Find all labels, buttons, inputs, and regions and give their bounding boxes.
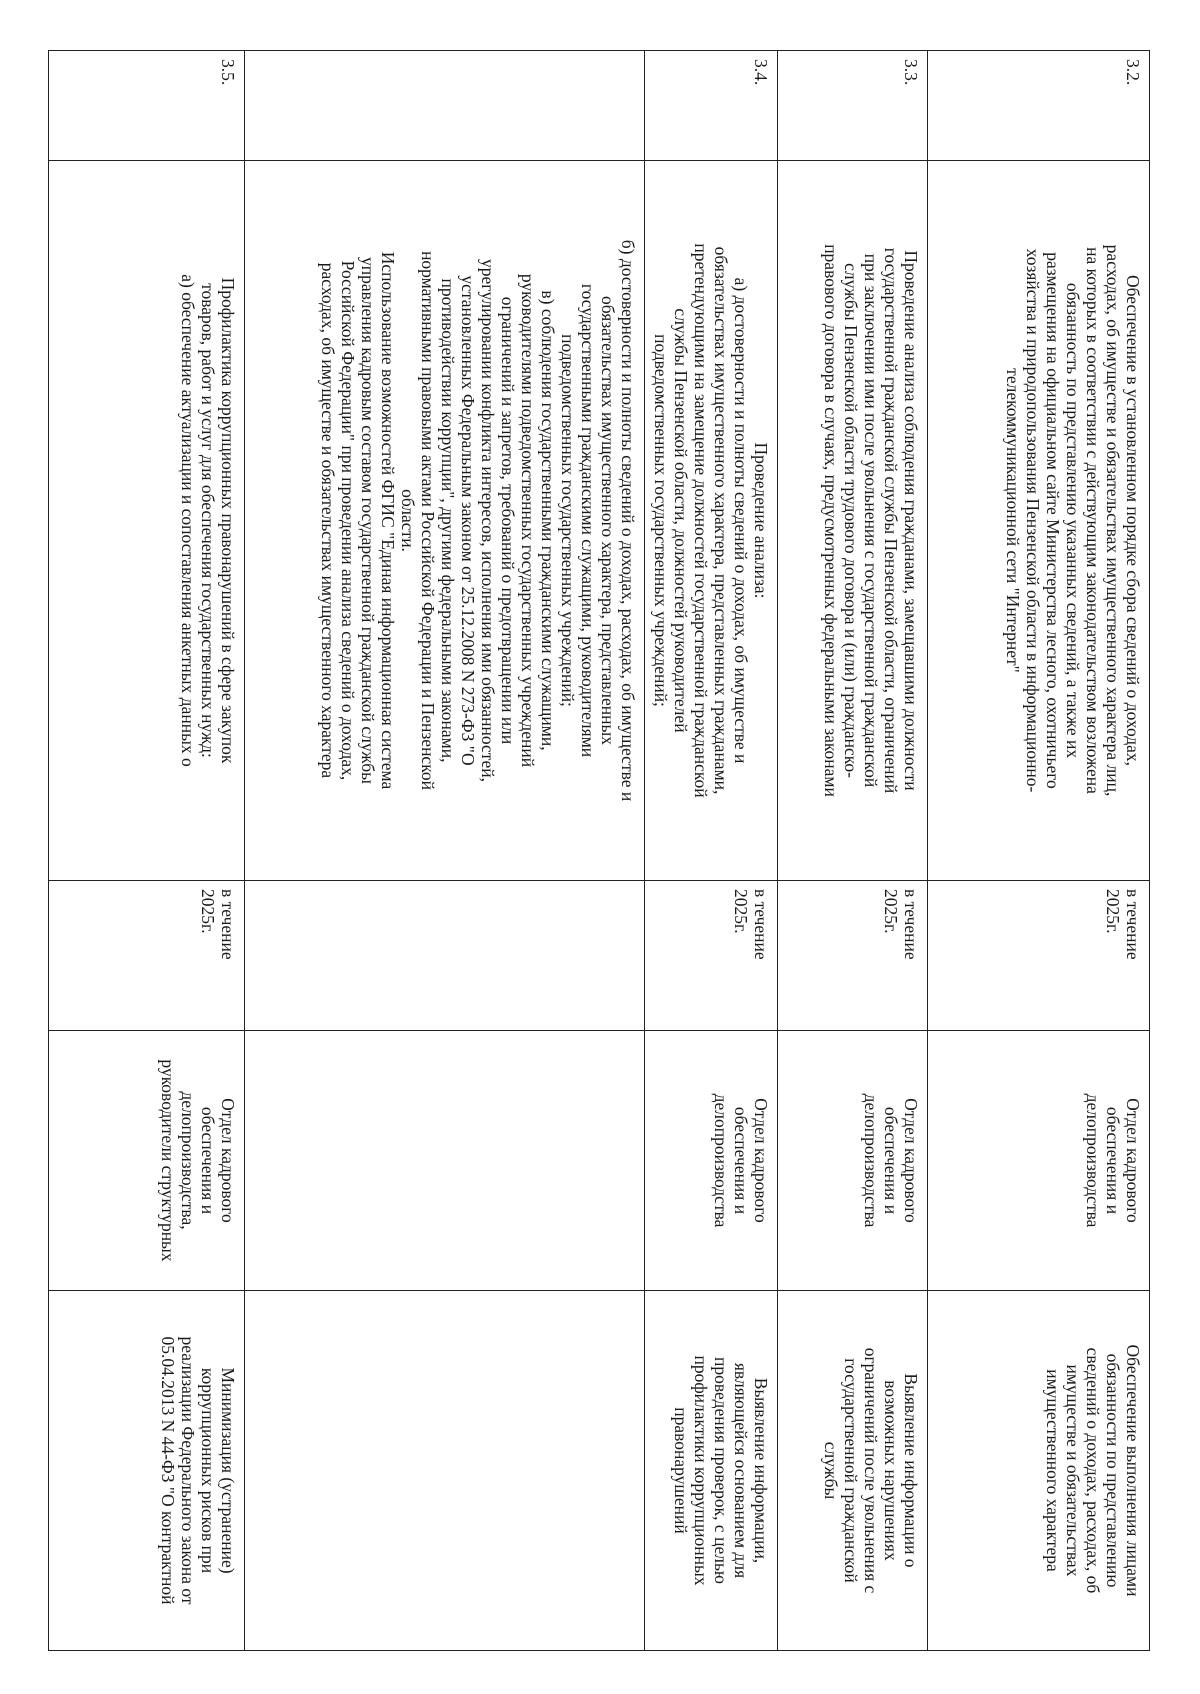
responsible-line: обеспечения и [881,1106,901,1215]
term-cell [778,881,928,1031]
result-cell-empty [245,1291,645,1651]
result-line: государственной гражданской [841,1358,861,1583]
action-cell [928,161,1150,881]
term-line: 2025г. [198,889,218,934]
action-line: обязанность по представлению указанных сведений, а также их [1063,282,1083,759]
action-line: б) достоверности и полноты сведений о доходах, расходах, об имуществе и [618,239,638,802]
term-line: 2025г. [1103,889,1123,934]
responsible-line: Отдел кадрового [1123,1098,1143,1223]
action-line: управления кадровым составом государственной гражданской службы [358,257,378,784]
responsible-cell [645,1031,778,1291]
action-line: урегулировании конфликта интересов, исполнения ими обязанностей, [478,259,498,782]
rotated-table-container [62,50,1150,1650]
action-line: Проведение анализа: [751,442,771,599]
result-cell [928,1291,1150,1651]
term-cell [49,881,245,1031]
table-row [928,51,1150,1651]
result-line: являющейся основанием для [731,1362,751,1579]
action-line: претендующими на замещение должностей государственной гражданской [691,243,711,798]
action-line: товаров, работ и услуг для обеспечения государственных нужд: [198,283,218,758]
term-line: 2025г. [731,889,751,934]
action-line: службы Пензенской области трудового договора и (или) гражданско- [841,263,861,778]
action-line: Обеспечение в установленном порядке сбора сведений о доходах, [1123,274,1143,767]
action-line: хозяйства и природопользования Пензенской области в информационно- [1023,248,1043,793]
action-line: обязательствах имущественного характера, представленных гражданами, [711,246,731,795]
action-line: Российской Федерации" при проведении анализа сведений о доходах, [338,260,358,781]
result-line: Обеспечение выполнения лицами [1123,1344,1143,1597]
action-line: области. [398,489,418,552]
result-line: профилактики коррупционных [691,1355,711,1586]
action-line: размещения на официальном сайте Министерства лесного, охотничьего [1043,252,1063,789]
result-line: Минимизация (устранение) [218,1367,238,1574]
row-number: 3.5. [49,51,245,161]
action-line: телекоммуникационной сети "Интернет" [1003,368,1023,673]
result-cell [645,1291,778,1651]
result-line: реализации Федерального закона от [178,1336,198,1605]
action-line: службы Пензенской области, должностей руководителей [671,308,691,733]
action-line: руководителями подведомственных государственных учреждений [518,273,538,768]
result-line: сведений о доходах, расходах, об [1083,1347,1103,1594]
result-line: коррупционных рисков при [198,1367,218,1574]
action-line: нормативными правовыми актами Российской Федерации и Пензенской [418,251,438,790]
action-line: а) достоверности и полноты сведений о доходах, об имуществе и [731,277,751,764]
responsible-cell-empty [245,1031,645,1291]
action-line: государственной гражданской службы Пензенской области, ограничений [881,247,901,794]
responsible-line: Отдел кадрового [751,1098,771,1223]
responsible-cell [928,1031,1150,1291]
result-line: службы [821,1441,841,1500]
result-line: правонарушений [671,1407,691,1534]
responsible-cell [49,1031,245,1291]
table-row [245,51,645,1651]
action-line: обязательствах имущественного характера, представленных [598,295,618,745]
action-line: правового договора в случаях, предусмотренных федеральными законами [821,244,841,797]
action-line: государственными гражданскими служащими, руководителями [578,283,598,758]
action-cell [778,161,928,881]
result-line: обязанности по представлению [1103,1353,1123,1588]
responsible-line: руководители структурных [158,1059,178,1262]
action-line: подведомственных государственных учреждений; [651,334,671,707]
responsible-line: обеспечения и [1103,1106,1123,1215]
row-number-empty [245,51,645,161]
action-cell [49,161,245,881]
responsible-cell [778,1031,928,1291]
responsible-line: делопроизводства, [178,1091,198,1230]
responsible-line: обеспечения и [198,1106,218,1215]
result-line: имуществе и обязательствах [1063,1364,1083,1577]
term-line: в течение [751,889,771,960]
table-row [778,51,928,1651]
action-line: подведомственных государственных учреждений; [558,334,578,707]
responsible-line: делопроизводства [1083,1093,1103,1228]
result-line: Выявление информации о [901,1373,921,1568]
result-cell [778,1291,928,1651]
action-line: при заключении ими после увольнения с государственной гражданской [861,253,881,788]
anti-corruption-plan-table [48,50,1150,1651]
action-line: Использование возможностей ФГИС "Единая информационная система [378,251,398,790]
action-line: расходах, об имуществе и обязательствах имущественного характера [318,262,338,779]
action-line: а) обеспечение актуализации и сопоставления анкетных данных о [178,274,198,767]
result-line: Выявление информации, [751,1377,771,1564]
term-cell-empty [245,881,645,1031]
action-line: в) соблюдения государственными гражданскими служащими, [538,290,558,751]
row-number: 3.2. [928,51,1150,161]
term-line: в течение [218,889,238,960]
result-line: проведения проверок, с целью [711,1357,731,1584]
term-cell [645,881,778,1031]
row-number: 3.3. [778,51,928,161]
term-line: в течение [1123,889,1143,960]
responsible-line: обеспечения и [731,1106,751,1215]
term-line: в течение [901,889,921,960]
responsible-line: делопроизводства [861,1093,881,1228]
term-cell [928,881,1150,1031]
responsible-line: Отдел кадрового [901,1098,921,1223]
action-line: на которых в соответствии с действующим законодательством возложена [1083,247,1103,794]
result-line: ограничений после увольнения с [861,1347,881,1594]
action-line: Профилактика коррупционных правонарушений в сфере закупок [218,277,238,764]
action-cell [245,161,645,881]
result-line: 05.04.2013 N 44-ФЗ "О контрактной [158,1336,178,1605]
action-line: расходах, об имуществе и обязательствах имущественного характера лиц, [1103,244,1123,797]
responsible-line: Отдел кадрового [218,1098,238,1223]
result-line: имущественного характера [1043,1369,1063,1572]
action-cell [645,161,778,881]
action-line: установленных Федеральным законом от 25.12.2008 N 273-ФЗ "О [458,275,478,766]
table-row [645,51,778,1651]
responsible-line: делопроизводства [711,1093,731,1228]
result-line: возможных нарушениях [881,1380,901,1561]
action-line: Проведение анализа соблюдения гражданами, замещавшими должности [901,250,921,791]
row-number: 3.4. [645,51,778,161]
result-cell [49,1291,245,1651]
table-row [49,51,245,1651]
action-line: ограничений и запретов, требований о предотвращении или [498,296,518,745]
term-line: 2025г. [881,889,901,934]
action-line: противодействии коррупции", другими федеральными законами, [438,278,458,763]
